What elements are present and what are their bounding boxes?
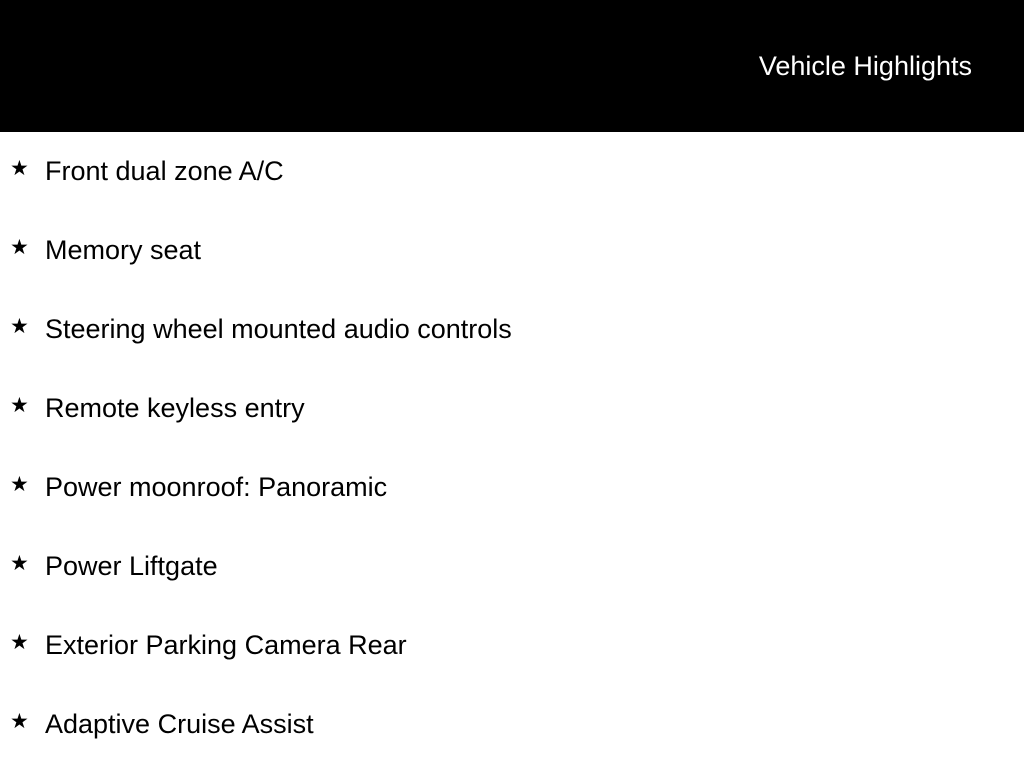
highlight-label: Adaptive Cruise Assist	[45, 709, 314, 739]
list-item	[0, 606, 1024, 685]
star-icon: ★	[10, 551, 29, 575]
star-icon: ★	[10, 709, 29, 733]
highlights-list	[0, 132, 1024, 764]
highlight-label: Exterior Parking Camera Rear	[45, 630, 407, 660]
star-icon: ★	[10, 393, 29, 417]
star-icon: ★	[10, 235, 29, 259]
highlight-label: Power moonroof: Panoramic	[45, 472, 388, 502]
highlight-label: Front dual zone A/C	[45, 156, 284, 186]
highlight-label: Memory seat	[45, 235, 202, 265]
list-item	[0, 290, 1024, 369]
list-item	[0, 527, 1024, 606]
list-item	[0, 369, 1024, 448]
highlight-label: Power Liftgate	[45, 551, 218, 581]
highlight-label: Remote keyless entry	[45, 393, 305, 423]
list-item	[0, 211, 1024, 290]
list-item	[0, 132, 1024, 211]
page-title: Vehicle Highlights	[758, 51, 972, 81]
star-icon: ★	[10, 630, 29, 654]
star-icon: ★	[10, 156, 29, 180]
list-item	[0, 685, 1024, 764]
header-bar	[0, 0, 1024, 132]
highlight-label: Steering wheel mounted audio controls	[45, 314, 512, 344]
star-icon: ★	[10, 472, 29, 496]
star-icon: ★	[10, 314, 29, 338]
list-item	[0, 448, 1024, 527]
